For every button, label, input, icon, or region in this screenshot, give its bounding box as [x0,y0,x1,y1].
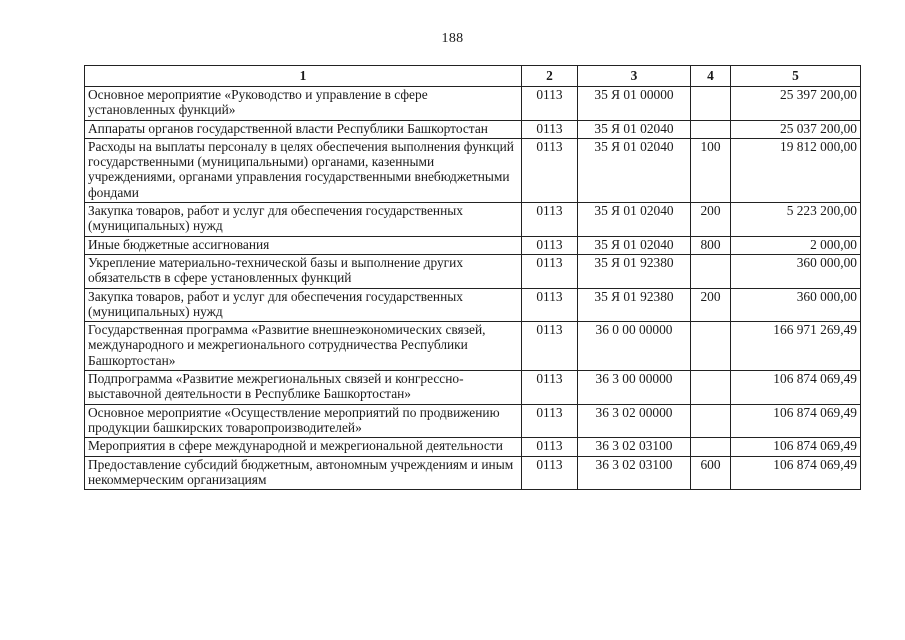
row-amount: 19 812 000,00 [731,138,861,202]
row-section: 0113 [522,322,578,371]
row-name: Закупка товаров, работ и услуг для обеспечения государственных (муниципальных) нужд [85,288,522,322]
table-row [85,138,861,202]
table-row [85,236,861,254]
row-target: 35 Я 01 92380 [578,254,691,288]
row-exp-type [691,322,731,371]
table-row [85,288,861,322]
row-section: 0113 [522,203,578,237]
row-section: 0113 [522,288,578,322]
row-name: Иные бюджетные ассигнования [85,236,522,254]
row-target: 35 Я 01 02040 [578,203,691,237]
table-row [85,404,861,438]
row-section: 0113 [522,87,578,121]
row-target: 36 0 00 00000 [578,322,691,371]
row-section: 0113 [522,371,578,405]
row-exp-type: 200 [691,288,731,322]
table-row [85,322,861,371]
table-row [85,87,861,121]
row-exp-type: 800 [691,236,731,254]
row-exp-type [691,254,731,288]
row-amount: 5 223 200,00 [731,203,861,237]
row-target: 35 Я 01 00000 [578,87,691,121]
row-section: 0113 [522,120,578,138]
table-header-row [85,66,861,87]
row-section: 0113 [522,236,578,254]
row-name: Закупка товаров, работ и услуг для обеспечения государственных (муниципальных) нужд [85,203,522,237]
row-name: Расходы на выплаты персоналу в целях обеспечения выполнения функций государственными (муниципальными) органами, казенными учреждениями, органами управления государственными внебюджетными фондами [85,138,522,202]
row-exp-type: 200 [691,203,731,237]
row-exp-type: 100 [691,138,731,202]
row-exp-type: 600 [691,456,731,490]
header-col-5: 5 [731,66,861,87]
row-section: 0113 [522,254,578,288]
row-exp-type [691,371,731,405]
row-amount: 2 000,00 [731,236,861,254]
budget-table [84,65,861,490]
row-name: Укрепление материально-технической базы и выполнение других обязательств в сфере установленных функций [85,254,522,288]
row-target: 36 3 02 00000 [578,404,691,438]
row-exp-type [691,120,731,138]
row-amount: 106 874 069,49 [731,371,861,405]
row-target: 35 Я 01 02040 [578,138,691,202]
header-col-1: 1 [85,66,522,87]
row-target: 35 Я 01 02040 [578,120,691,138]
row-name: Основное мероприятие «Осуществление мероприятий по продвижению продукции башкирских товаропроизводителей» [85,404,522,438]
row-amount: 166 971 269,49 [731,322,861,371]
row-amount: 25 397 200,00 [731,87,861,121]
header-col-3: 3 [578,66,691,87]
row-name: Мероприятия в сфере международной и межрегиональной деятельности [85,438,522,456]
table-row [85,203,861,237]
row-name: Государственная программа «Развитие внешнеэкономических связей, международного и межрегионального сотрудничества Республики Башкортостан» [85,322,522,371]
row-name: Основное мероприятие «Руководство и управление в сфере установленных функций» [85,87,522,121]
row-target: 36 3 00 00000 [578,371,691,405]
row-amount: 25 037 200,00 [731,120,861,138]
row-amount: 106 874 069,49 [731,404,861,438]
row-target: 35 Я 01 92380 [578,288,691,322]
table-row [85,120,861,138]
table-row [85,371,861,405]
row-target: 35 Я 01 02040 [578,236,691,254]
row-name: Аппараты органов государственной власти Республики Башкортостан [85,120,522,138]
row-section: 0113 [522,456,578,490]
row-target: 36 3 02 03100 [578,438,691,456]
row-section: 0113 [522,404,578,438]
row-exp-type [691,404,731,438]
row-amount: 106 874 069,49 [731,438,861,456]
header-col-2: 2 [522,66,578,87]
table-row [85,438,861,456]
row-amount: 360 000,00 [731,288,861,322]
row-section: 0113 [522,138,578,202]
table-row [85,254,861,288]
row-section: 0113 [522,438,578,456]
row-amount: 360 000,00 [731,254,861,288]
table-row [85,456,861,490]
row-exp-type [691,87,731,121]
row-target: 36 3 02 03100 [578,456,691,490]
row-name: Предоставление субсидий бюджетным, автономным учреждениям и иным некоммерческим организациям [85,456,522,490]
page-number: 188 [441,31,464,46]
row-amount: 106 874 069,49 [731,456,861,490]
row-name: Подпрограмма «Развитие межрегиональных связей и конгрессно-выставочной деятельности в Республике Башкортостан» [85,371,522,405]
row-exp-type [691,438,731,456]
header-col-4: 4 [691,66,731,87]
